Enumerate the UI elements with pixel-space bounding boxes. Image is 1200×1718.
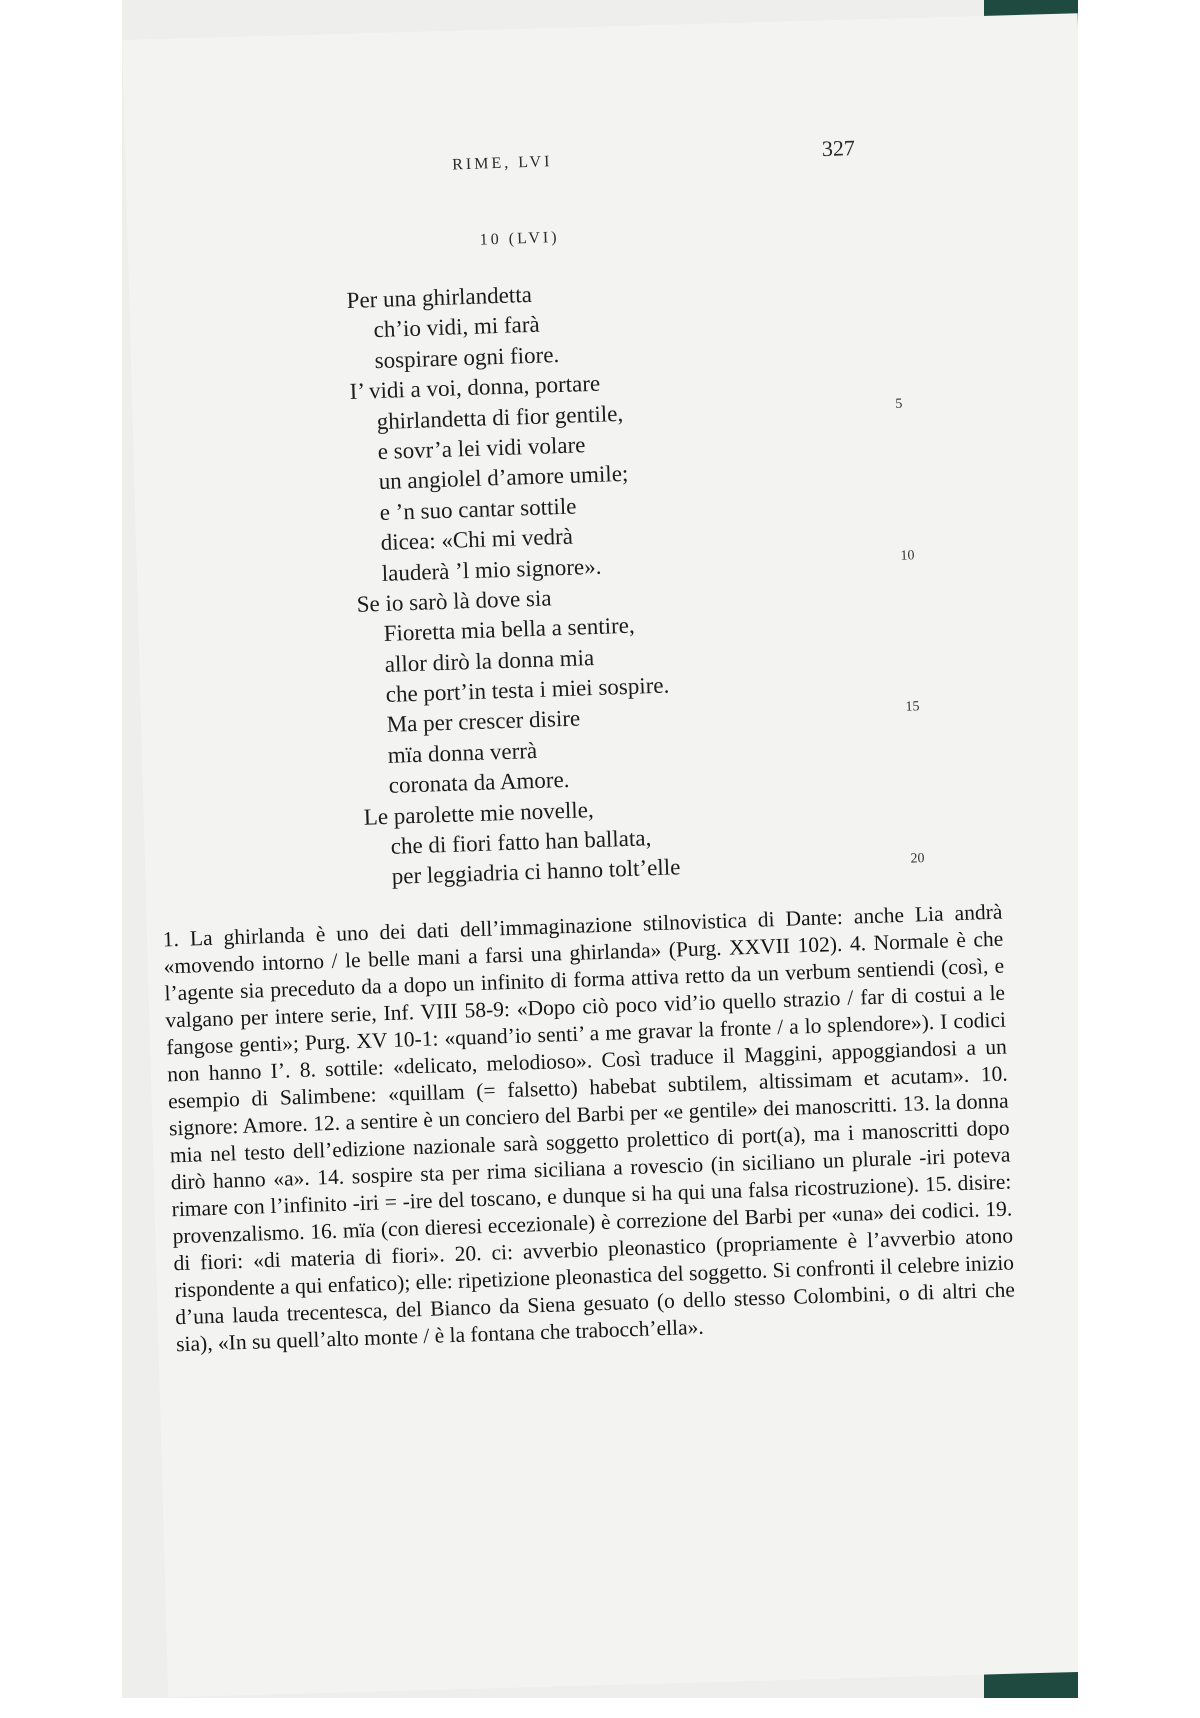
verse-text: sospirare ogni fiore. xyxy=(374,341,560,373)
running-head: RIME, LVI xyxy=(451,153,553,174)
verse-text: per leggiadria ci hanno tolt’elle xyxy=(391,854,681,890)
line-number: 5 xyxy=(895,396,903,412)
verse-text: I’ vidi a voi, donna, portare xyxy=(349,370,601,405)
verse-text: che di fiori fatto han ballata, xyxy=(390,825,652,859)
verse-text: coronata da Amore. xyxy=(388,767,570,799)
verse-text: Fioretta mia bella a sentire, xyxy=(383,612,636,647)
verse-text: un angiolel d’amore umile; xyxy=(378,461,629,495)
verse-text: e sovr’a lei vidi volare xyxy=(377,432,586,465)
verse-text: allor dirò la donna mia xyxy=(384,644,595,677)
verse-text: Per una ghirlandetta xyxy=(346,281,533,314)
verse-text: lauderà ’l mio signore». xyxy=(381,553,602,586)
line-number: 10 xyxy=(900,547,915,564)
poem xyxy=(346,267,926,893)
verse-text: che port’in testa i miei sospire. xyxy=(385,672,670,708)
verse-text: ghirlandetta di fior gentile, xyxy=(376,400,624,434)
verse-text: ch’io vidi, mi farà xyxy=(373,312,541,343)
verse-text: Ma per crescer disire xyxy=(386,705,581,738)
verse-text: dicea: «Chi mi vedrà xyxy=(380,523,574,556)
page-number: 327 xyxy=(821,135,856,162)
verse-text: Se io sarò là dove sia xyxy=(356,585,552,617)
commentary-notes: 1. La ghirlanda è uno dei dati dell’immaginazione stilnovistica di Dante: anche Lia andrà «movendo intorno / le belle mani a farsi una ghirlanda» (Purg. XXVII 102). 4. Normale è che l’agente sia preceduto da a dopo un infinito di forma attiva retto da un verbum sentiendi (così, e valgano per intere serie, Inf. VIII 58-9: «Dopo ciò poco vid’io quello strazio / far di costui a le fangose genti»; Purg. XV 10-1: «quand’io senti’ a me gravar la fronte / a lo splendore»). I codici non hanno I’. 8. sottile: «delicato, melodioso». Così traduce il Maggini, appoggiandosi a un esempio di Salimbene: «quillam (= falsetto) habebat subtilem, altissimam et acutam». 10. signore: Amore. 12. a sentire è un conciero del Barbi per «e gentile» dei manoscritti. 13. la donna mia nel testo dell’edizione nazionale sarà soggetto prolettico di port(a), ma i manoscritti dopo dirò hanno «a». 14. sospire sta per rima siciliana a rovescio (in siciliano un plurale -iri poteva rimare con l’infinito -iri = -ire del toscano, e dunque si ha qui una falsa ricostruzione). 15. disire: provenzalismo. 16. mïa (con dieresi eccezionale) è correzione del Barbi per «una» dei codici. 19. di fiori: «di materia di fiori». 20. ci: avverbio pleonastico (propriamente è l’avverbio atono rispondente a qui enfatico); elle: ripetizione pleonastica del soggetto. Si confronti il celebre inizio d’una lauda trecentesca, del Bianco da Siena gesuato (o dello stesso Colombini, o di altri che sia), «In su quell’alto monte / è la fontana che trabocch’ella». xyxy=(162,899,1016,1357)
verse-text: e ’n suo cantar sottile xyxy=(379,493,577,525)
verse-text: mïa donna verrà xyxy=(387,737,538,768)
poem-title: 10 (LVI) xyxy=(479,228,560,249)
verse-text: Le parolette mie novelle, xyxy=(363,796,594,830)
line-number: 20 xyxy=(910,851,925,868)
line-number: 15 xyxy=(905,699,920,716)
